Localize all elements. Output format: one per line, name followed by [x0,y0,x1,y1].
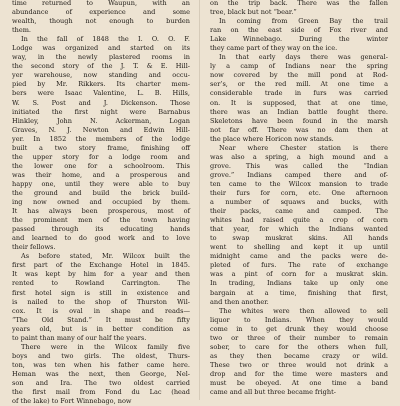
text-line: passed through its educating hands [12,225,190,234]
text-line: was also a spring, a high mound and a [210,152,388,161]
text-line: bers were Isaac Valentine, L. B. Hills, [12,89,190,98]
text-line: grove. This was called the “Indian [210,161,388,170]
text-line: rented to Rowland Carrington. The [12,279,190,288]
text-line: and then another. [210,297,269,306]
text-line: them. [12,26,32,35]
text-line: was a pint of corn for a muskrat skin. [210,270,388,279]
text-line: considerable trade in furs was carried [210,89,388,98]
left-column [12,0,190,406]
text-line: is nailed to the shop of Thurston Wil- [12,297,190,306]
text-line: tree, black but not “bear.” [210,8,297,17]
text-line: their furs for corn, etc. One afternoon [210,188,388,197]
text-line: yer. In 1852 the members of the lodge [12,134,190,143]
text-line: In the fall of 1848 the I. O. O. F. [21,35,190,44]
text-line: there was an Indian battle fought there. [210,107,388,116]
text-line: initiated the first night were Barnabus [12,107,190,116]
text-line: In trading, Indians take up only one [210,279,388,288]
column-divider [199,0,200,400]
text-line: the prominent men of the town having [12,216,190,225]
text-line: went to shelling and kept it up until [210,243,388,252]
text-line: as they then became crazy or wild. [210,351,388,360]
text-line: the second story of the J. T. & E. Hill- [12,62,190,71]
text-line: first hotel sign is still in existence and [12,288,190,297]
text-line: Heman was the next, then George, Nel- [12,369,190,378]
text-line: a number of squaws and bucks, with [210,198,388,207]
text-line: to swap muskrat skins. All hands [210,234,388,243]
text-line: way, in the newly plastered rooms in [12,53,190,62]
text-line: first part of the Exchange Hotel in 1845. [12,261,190,270]
text-line: the lower one for a schoolroom. This [12,161,190,170]
text-line: wealth, though not enough to burden [12,17,190,26]
text-line: cox. It is oval in shape and reads— [12,306,190,315]
text-line: midnight came and the packs were de- [210,252,388,261]
text-line: years old, but is in better condition as [12,324,190,333]
text-line: liquor to Indians. When they would [210,315,388,324]
text-line: boys and two girls. The oldest, Thurs- [12,351,190,360]
text-line: was their home, and a prosperous and [12,170,190,179]
text-line: pleted of furs. The rate of exchange [210,261,388,270]
text-line: their fellows. [12,243,56,252]
text-line: son and Ira. The two oldest carried [12,378,190,387]
text-line: bargain at a time, finishing that first, [210,288,388,297]
text-line: ton, was ten when his father came here. [12,360,190,369]
text-line: In coming from Green Bay the trail [219,17,388,26]
text-line: “The Old Stand.” It must be fifty [12,315,190,324]
text-line: The whites were then allowed to sell [219,306,388,315]
text-line: It has always been prosperous, most of [12,207,190,216]
text-line: Lodge was organized and started on its [12,44,190,53]
text-line: on. It is supposed, that at one time, [210,98,388,107]
text-line: These two or three would not drink a [210,360,388,369]
text-line: happy one, until they were able to buy [12,179,190,188]
text-line: must be obeyed. At one time a band [210,378,388,387]
text-line: Lake Winnebago. During the winter [210,35,388,44]
text-line: their packs, came and camped. The [210,207,388,216]
text-line: pied by Mr. Rikkers. Its charter mem- [12,80,190,89]
text-line: ly a camp of Indians near the spring [210,62,388,71]
text-line: two or three of their number to remain [210,333,388,342]
text-line: sober, to care for the others when full, [210,342,388,351]
text-line: In that early days there was general- [219,53,388,62]
text-line: drop and for the time were masters and [210,369,388,378]
text-line: they came part of they way on the ice. [210,44,338,53]
text-line: the place where Horicon now stands. [210,134,334,143]
text-line: ing now owned and occupied by them. [12,198,190,207]
text-line: It was kept by him for a year and then [12,270,190,279]
text-line: now covered by the mill pond at Rod- [210,71,388,80]
text-line: to paint than many of our half the years. [12,333,147,342]
text-line: the ground and build the brick build- [12,188,190,197]
text-line: of the lake) to Fort Winnebago, now [12,397,132,406]
text-line: There were in the Wilcox family five [21,342,190,351]
text-line: Graves, N. J. Newton and Edwin Hill- [12,125,190,134]
text-line: that year, for which the Indians wanted [210,225,388,234]
right-column [210,0,388,397]
text-line: ten came to the Wilcox mansion to trade [210,179,388,188]
text-line: yer warehouse, now standing and occu- [12,71,190,80]
text-line: Near where Chester station is there [219,143,388,152]
text-line: ser’s, or the red mill. At one time a [210,80,388,89]
text-line: abundance of experience and some [12,8,190,17]
text-line: As before stated, Mr. Wilcox built the [21,252,190,261]
text-line: W. S. Post and J. Dickenson. Those [12,98,190,107]
text-line: came and all but three became fright- [210,388,336,397]
text-line: on the trip back. There was the fallen [210,0,388,7]
text-line: time returned to Waupun, with an [12,0,190,7]
text-line: not far off. There was no dam then at [210,125,388,134]
text-line: the upper story for a lodge room and [12,152,190,161]
text-line: Hinkley, John N. Ackerman, Logan [12,116,190,125]
text-line: Skeletons have been found in the marsh [210,116,388,125]
text-line: the first mail from Fond du Lac (head [12,388,190,397]
text-line: whites had raised quite a crop of corn [210,216,388,225]
text-line: come in to get drunk they would choose [210,324,388,333]
text-line: and learned to do good work and to love [12,234,190,243]
text-line: grove.” Indians camped there and of- [210,170,388,179]
text-line: built a two story frame, finishing off [12,143,190,152]
text-line: ran on the east side of Fox river and [210,26,388,35]
